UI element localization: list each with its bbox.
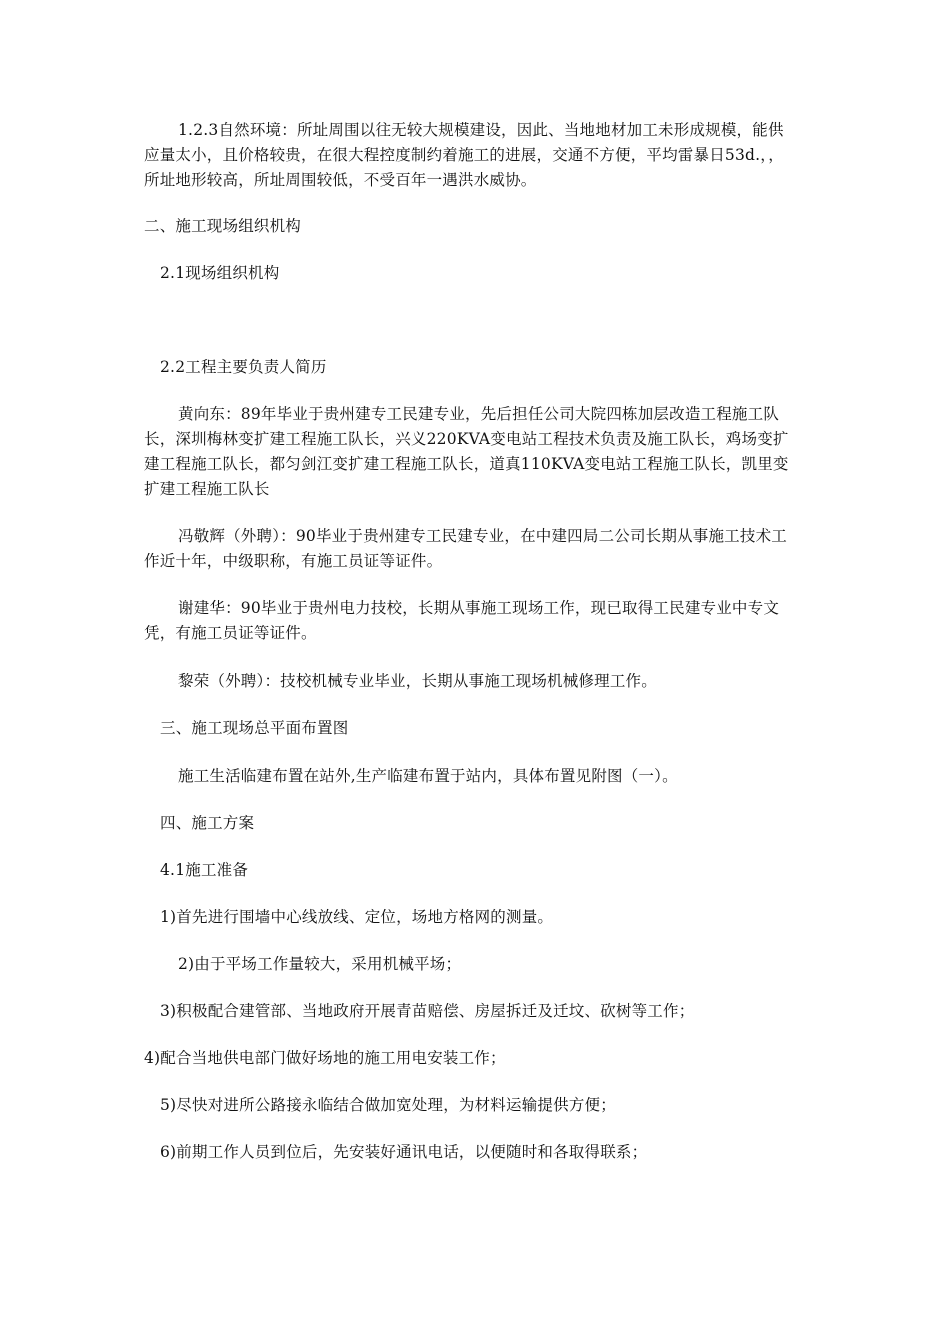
subsection-heading-2-2: 2.2工程主要负责人简历	[160, 358, 327, 376]
paragraph-huang-line-2: 长，深圳梅林变扩建工程施工队长，兴义220KVA变电站工程技术负责及施工队长，鸡场变扩	[144, 430, 789, 448]
paragraph-natural-environment-line-3: 所址地形较高，所址周围较低，不受百年一遇洪水威协。	[144, 171, 537, 189]
list-item: 1)首先进行围墙中心线放线、定位，场地方格网的测量。	[160, 908, 554, 926]
paragraph-natural-environment-line-2: 应量太小，且价格较贵，在很大程控度制约着施工的进展，交通不方便，平均雷暴日53d.，，	[144, 146, 784, 164]
paragraph-huang-line-3: 建工程施工队长，都匀剑江变扩建工程施工队长，道真110KVA变电站工程施工队长，凯里变	[144, 455, 789, 473]
paragraph-natural-environment-line-1: 1.2.3自然环境：所址周围以往无较大规模建设，因此、当地地材加工未形成规模，能供	[178, 121, 784, 139]
subsection-heading-2-1: 2.1现场组织机构	[160, 264, 280, 282]
paragraph-li: 黎荣（外聘）：技校机械专业毕业，长期从事施工现场机械修理工作。	[178, 672, 657, 690]
list-item: 4)配合当地供电部门做好场地的施工用电安装工作；	[144, 1049, 506, 1067]
paragraph-feng-line-2: 作近十年，中级职称，有施工员证等证件。	[144, 552, 443, 570]
subsection-heading-4-1: 4.1施工准备	[160, 861, 249, 879]
list-item: 6)前期工作人员到位后，先安装好通讯电话，以便随时和各取得联系；	[160, 1143, 648, 1161]
paragraph-huang-line-4: 扩建工程施工队长	[144, 480, 270, 498]
list-item: 3)积极配合建管部、当地政府开展青苗赔偿、房屋拆迁及迁坟、砍树等工作；	[160, 1002, 695, 1020]
paragraph-layout: 施工生活临建布置在站外,生产临建布置于站内，具体布置见附图（一）。	[178, 767, 678, 785]
list-item: 2)由于平场工作量较大，采用机械平场；	[178, 955, 462, 973]
paragraph-xie-line-1: 谢建华：90毕业于贵州电力技校，长期从事施工现场工作，现已取得工民建专业中专文	[178, 599, 780, 617]
paragraph-feng-line-1: 冯敬辉（外聘）：90毕业于贵州建专工民建专业，在中建四局二公司长期从事施工技术工	[178, 527, 787, 545]
section-heading-4: 四、施工方案	[160, 814, 255, 832]
list-item: 5)尽快对进所公路接永临结合做加宽处理，为材料运输提供方便；	[160, 1096, 616, 1114]
paragraph-xie-line-2: 凭，有施工员证等证件。	[144, 624, 317, 642]
section-heading-2: 二、施工现场组织机构	[144, 217, 302, 235]
section-heading-3: 三、施工现场总平面布置图	[160, 719, 349, 737]
paragraph-huang-line-1: 黄向东：89年毕业于贵州建专工民建专业，先后担任公司大院四栋加层改造工程施工队	[178, 405, 780, 423]
